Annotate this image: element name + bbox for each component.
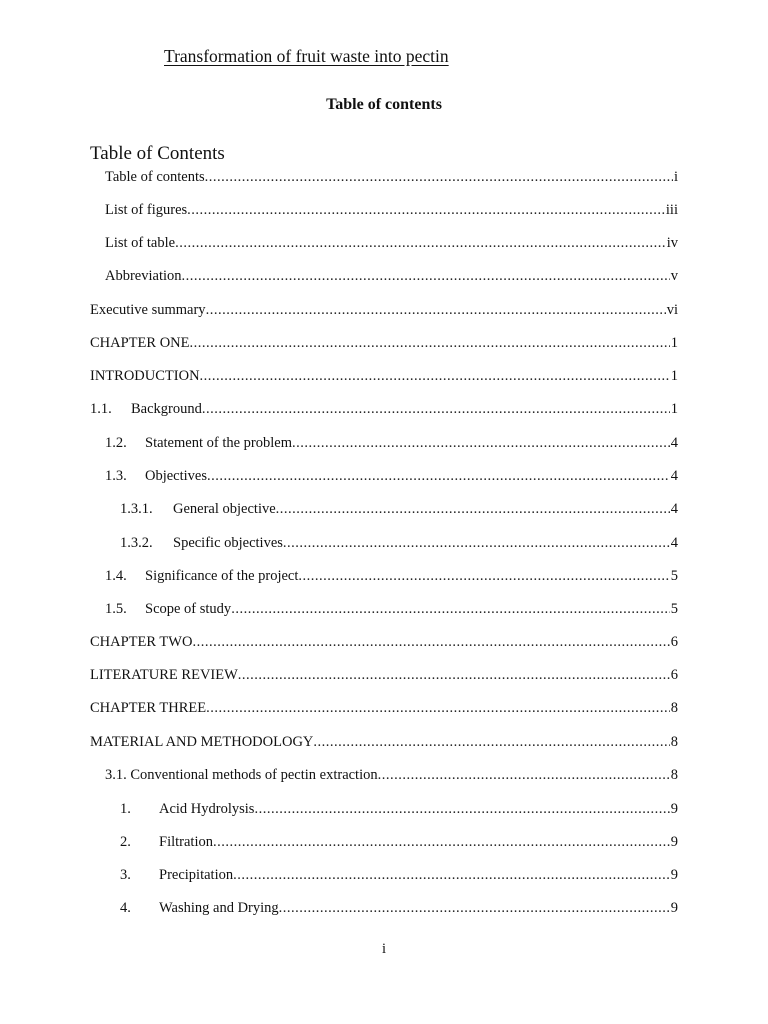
toc-entry-number: 1.5. [105, 601, 127, 617]
toc-entry[interactable] [105, 200, 678, 220]
dot-leader [233, 865, 670, 885]
toc-entry-number: 1.3. [105, 468, 127, 484]
dot-leader [313, 732, 669, 752]
toc-entry-label: Specific objectives [173, 535, 283, 551]
toc-entry-label: Objectives [145, 468, 208, 484]
toc-entry-number: 2. [120, 834, 131, 850]
toc-entry[interactable] [105, 599, 678, 619]
dot-leader [187, 200, 665, 220]
toc-entry-number: 1. [120, 801, 131, 817]
toc-entry-page: 5 [670, 601, 678, 617]
toc-entry-page: iii [665, 202, 678, 218]
toc-entry[interactable] [90, 665, 678, 685]
toc-entry-page: vi [666, 302, 678, 318]
toc-entry-number: 3. [120, 867, 131, 883]
toc-entry[interactable] [105, 233, 678, 253]
dot-leader [276, 499, 670, 519]
toc-entry-number: 1.2. [105, 435, 127, 451]
toc-entry-page: 9 [670, 834, 678, 850]
toc-entry-number: 1.4. [105, 568, 127, 584]
toc-entry-number: 1.3.2. [120, 535, 153, 551]
toc-entry[interactable] [105, 167, 678, 187]
toc-entry-label: LITERATURE REVIEW [90, 667, 238, 683]
toc-entry-number: 1.1. [90, 401, 112, 417]
toc-entry-page: 4 [670, 535, 678, 551]
toc-entry-page: 6 [670, 634, 678, 650]
toc-entry-page: 4 [670, 468, 678, 484]
page-number: i [381, 941, 387, 957]
document-title: Transformation of fruit waste into pectin [164, 46, 449, 66]
dot-leader [206, 698, 670, 718]
dot-leader [206, 300, 666, 320]
toc-entry-page: 6 [670, 667, 678, 683]
toc-entry-label: General objective [173, 501, 276, 517]
toc-entry-number: 1.3.1. [120, 501, 153, 517]
toc-entry-number: 4. [120, 900, 131, 916]
toc-entry-label: Executive summary [90, 302, 206, 318]
dot-leader [283, 533, 670, 553]
toc-entry-page: 5 [670, 568, 678, 584]
dot-leader [378, 765, 670, 785]
toc-entry[interactable] [120, 832, 678, 852]
dot-leader [231, 599, 670, 619]
dot-leader [175, 233, 666, 253]
dot-leader [207, 466, 670, 486]
toc-entry[interactable] [120, 799, 678, 819]
toc-entry[interactable] [90, 300, 678, 320]
toc-entry-label: Scope of study [145, 601, 232, 617]
toc-entry[interactable] [90, 732, 678, 752]
dot-leader [202, 399, 670, 419]
toc-entry-page: i [673, 169, 678, 185]
toc-entry-label: Table of contents [105, 169, 205, 185]
toc-entry-label: Washing and Drying [159, 900, 279, 916]
toc-entry[interactable] [90, 698, 678, 718]
toc-entry-label: Precipitation [159, 867, 234, 883]
toc-entry[interactable] [90, 366, 678, 386]
toc-entry-label: 3.1. Conventional methods of pectin extraction [105, 767, 378, 783]
toc-entry-label: Statement of the problem [145, 435, 292, 451]
toc-entry[interactable] [90, 632, 678, 652]
toc-entry-page: iv [666, 235, 678, 251]
toc-entry[interactable] [105, 466, 678, 486]
toc-entry-page: v [670, 268, 678, 284]
toc-entry-label: Background [131, 401, 202, 417]
toc-entry-page: 1 [670, 401, 678, 417]
toc-entry-page: 8 [670, 734, 678, 750]
toc-entry-page: 8 [670, 700, 678, 716]
toc-heading: Table of contents [326, 96, 442, 113]
toc-entry-page: 4 [670, 435, 678, 451]
dot-leader [238, 665, 670, 685]
dot-leader [292, 433, 670, 453]
toc-entry-page: 9 [670, 867, 678, 883]
toc-entry[interactable] [120, 499, 678, 519]
toc-entry-label: List of table [105, 235, 176, 251]
toc-entry-label: CHAPTER THREE [90, 700, 207, 716]
dot-leader [298, 566, 669, 586]
toc-entry[interactable] [90, 399, 678, 419]
toc-entry-page: 8 [670, 767, 678, 783]
toc-entry[interactable] [105, 566, 678, 586]
toc-entry-label: List of figures [105, 202, 188, 218]
toc-entry-page: 1 [670, 368, 678, 384]
toc-entry-label: INTRODUCTION [90, 368, 200, 384]
dot-leader [200, 366, 670, 386]
toc-entry[interactable] [105, 433, 678, 453]
toc-entry-page: 1 [670, 335, 678, 351]
dot-leader [182, 266, 670, 286]
dot-leader [205, 167, 673, 187]
dot-leader [254, 799, 669, 819]
dot-leader [192, 632, 669, 652]
toc-entry[interactable] [105, 765, 678, 785]
dot-leader [213, 832, 670, 852]
dot-leader [190, 333, 670, 353]
toc-entry-label: CHAPTER TWO [90, 634, 193, 650]
toc-entry[interactable] [120, 898, 678, 918]
toc-entry[interactable] [105, 266, 678, 286]
toc-entry[interactable] [120, 533, 678, 553]
toc-entry-page: 9 [670, 900, 678, 916]
toc-entry-label: Significance of the project [145, 568, 299, 584]
toc-entry-label: Filtration [159, 834, 213, 850]
toc-entry-label: Abbreviation [105, 268, 182, 284]
toc-entry[interactable] [90, 333, 678, 353]
toc-entry-label: MATERIAL AND METHODOLOGY [90, 734, 314, 750]
dot-leader [279, 898, 670, 918]
toc-main-heading: Table of Contents [90, 143, 225, 164]
toc-entry-label: CHAPTER ONE [90, 335, 190, 351]
toc-entry-page: 9 [670, 801, 678, 817]
toc-entry-page: 4 [670, 501, 678, 517]
toc-entry-label: Acid Hydrolysis [159, 801, 255, 817]
toc-entry[interactable] [120, 865, 678, 885]
